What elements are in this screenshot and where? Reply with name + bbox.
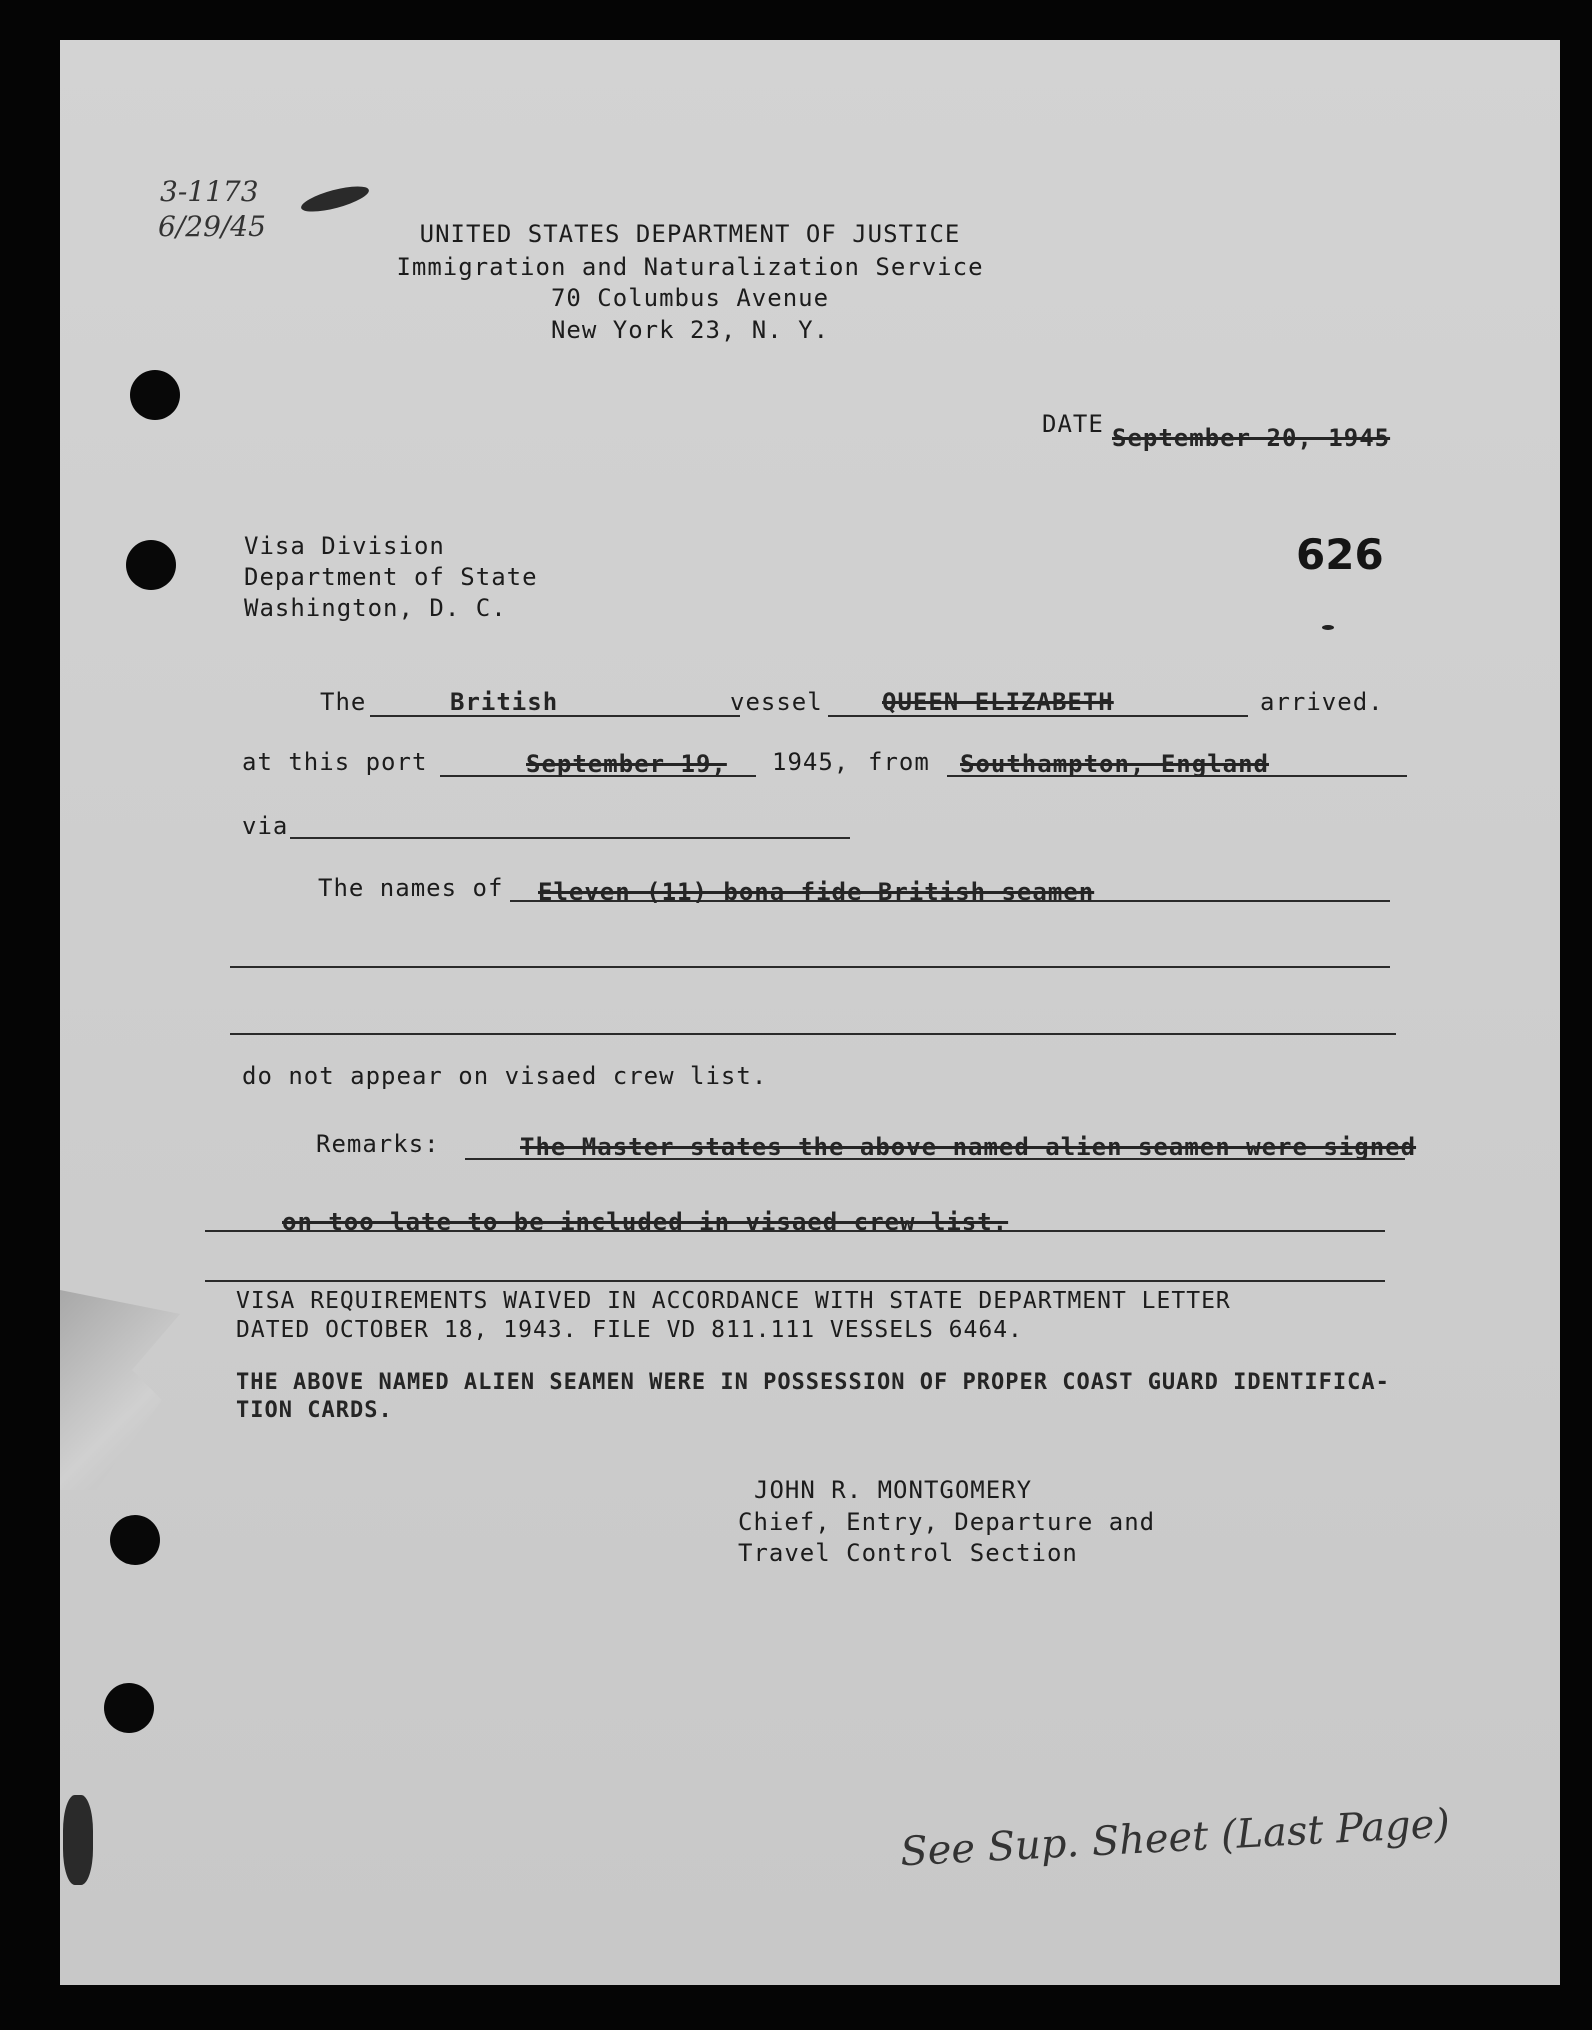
- letterhead-department: UNITED STATES DEPARTMENT OF JUSTICE: [419, 220, 961, 248]
- letterhead-service: Immigration and Naturalization Service: [396, 253, 984, 281]
- ink-mark: [299, 181, 371, 217]
- punch-hole: [110, 1515, 160, 1565]
- addressee-line-3: Washington, D. C.: [244, 594, 507, 622]
- names-label: The names of: [318, 874, 504, 902]
- from-label: from: [868, 748, 930, 776]
- file-number-handwritten: 3-1173: [160, 175, 259, 208]
- file-date-handwritten: 6/29/45: [158, 210, 266, 243]
- letterhead-street: 70 Columbus Avenue: [550, 284, 830, 312]
- remarks-label: Remarks:: [316, 1130, 440, 1158]
- edge-smudge: [63, 1795, 93, 1885]
- via-label: via: [242, 812, 289, 840]
- port-prefix: at this port: [242, 748, 428, 776]
- signatory-title-2: Travel Control Section: [738, 1539, 1078, 1567]
- punch-hole: [104, 1683, 154, 1733]
- waiver-line-1: VISA REQUIREMENTS WAIVED IN ACCORDANCE WITH STATE DEPARTMENT LETTER: [236, 1288, 1231, 1314]
- crew-list-statement: do not appear on visaed crew list.: [242, 1062, 768, 1090]
- vessel-prefix: The: [320, 688, 367, 716]
- arrived-label: arrived.: [1260, 688, 1384, 716]
- punch-hole: [126, 540, 176, 590]
- letterhead-city: New York 23, N. Y.: [550, 316, 830, 344]
- arrival-year: 1945,: [772, 748, 850, 776]
- torn-corner: [60, 1290, 180, 1490]
- document-number: 626: [1296, 530, 1384, 579]
- handwritten-note: See Sup. Sheet (Last Page): [899, 1800, 1451, 1876]
- document-page: [60, 40, 1560, 1985]
- coast-guard-line-2: TION CARDS.: [236, 1398, 393, 1423]
- coast-guard-line-1: THE ABOVE NAMED ALIEN SEAMEN WERE IN POSSESSION OF PROPER COAST GUARD IDENTIFICA-: [236, 1370, 1390, 1395]
- addressee-line-1: Visa Division: [244, 532, 445, 560]
- arrival-date: September 19,: [526, 750, 727, 778]
- names-blank-2: [230, 966, 1390, 968]
- origin-port: Southampton, England: [960, 750, 1269, 778]
- remarks-line-2: on too late to be included in visaed crew list.: [282, 1208, 1009, 1236]
- signatory-name: JOHN R. MONTGOMERY: [754, 1476, 1033, 1504]
- vessel-name: QUEEN ELIZABETH: [882, 688, 1114, 716]
- signatory-title-1: Chief, Entry, Departure and: [738, 1508, 1156, 1536]
- date-value: September 20, 1945: [1112, 424, 1391, 452]
- remarks-blank-3: [205, 1280, 1385, 1282]
- via-blank: [290, 837, 850, 839]
- waiver-line-2: DATED OCTOBER 18, 1943. FILE VD 811.111 VESSELS 6464.: [236, 1317, 1023, 1343]
- vessel-nationality: British: [450, 688, 559, 716]
- addressee-line-2: Department of State: [244, 563, 538, 591]
- punch-hole: [130, 370, 180, 420]
- vessel-label: vessel: [730, 688, 823, 716]
- date-label: DATE: [1042, 410, 1104, 438]
- names-blank-3: [230, 1033, 1396, 1035]
- stray-mark: [1322, 625, 1334, 630]
- remarks-line-1: The Master states the above named alien seamen were signed: [520, 1133, 1417, 1161]
- names-value: Eleven (11) bona fide British seamen: [538, 878, 1095, 906]
